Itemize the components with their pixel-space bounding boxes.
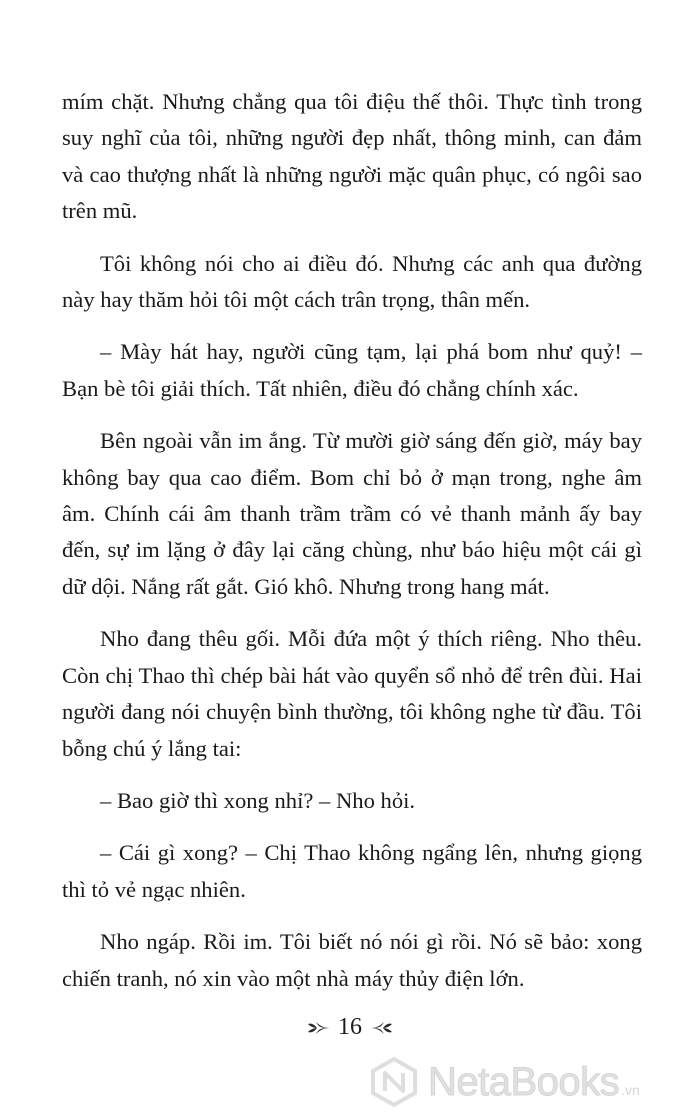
body-text	[62, 84, 642, 1013]
leaf-ornament-icon	[368, 1019, 394, 1037]
paragraph: – Mày hát hay, người cũng tạm, lại phá bom như quỷ! – Bạn bè tôi giải thích. Tất nhiên, điều đó chẳng chính xác.	[62, 339, 642, 401]
page-number: 16	[338, 1014, 362, 1040]
paragraph: Bên ngoài vẫn im ắng. Từ mười giờ sáng đến giờ, máy bay không bay qua cao điểm. Bom chỉ bỏ ở mạn trong, nghe âm âm. Chính cái âm thanh trầm trầm có vẻ thanh mảnh ấy bay đến, sự im lặng ở đây lại căng chùng, như báo hiệu một cái gì dữ dội. Nắng rất gắt. Gió khô. Nhưng trong hang mát.	[62, 428, 642, 599]
leaf-ornament-icon	[306, 1019, 332, 1037]
paragraph: mím chặt. Nhưng chẳng qua tôi điệu thế thôi. Thực tình trong suy nghĩ của tôi, những người đẹp nhất, thông minh, can đảm và cao thượng nhất là những người mặc quân phục, có ngôi sao trên mũ.	[62, 89, 642, 224]
page-footer	[0, 1014, 700, 1054]
paragraph: Tôi không nói cho ai điều đó. Nhưng các anh qua đường này hay thăm hỏi tôi một cách trân trọng, thân mến.	[62, 250, 642, 313]
page-number-group	[306, 1014, 394, 1041]
paragraph: Nho đang thêu gối. Mỗi đứa một ý thích riêng. Nho thêu. Còn chị Thao thì chép bài hát vào quyển sổ nhỏ để trên đùi. Hai người đang nói chuyện bình thường, tôi không nghe từ đầu. Tôi bỗng chú ý lắng tai:	[62, 626, 642, 761]
paragraph: – Cái gì xong? – Chị Thao không ngẩng lên, nhưng giọng thì tỏ vẻ ngạc nhiên.	[62, 840, 642, 902]
watermark-suffix: .vn	[621, 1082, 640, 1098]
netabooks-logo-icon	[368, 1056, 420, 1108]
paragraph: – Bao giờ thì xong nhỉ? – Nho hỏi.	[100, 787, 416, 813]
paragraph: Nho ngáp. Rồi im. Tôi biết nó nói gì rồi. Nó sẽ bảo: xong chiến tranh, nó xin vào một nhà máy thủy điện lớn.	[62, 929, 642, 991]
netabooks-watermark	[368, 1052, 700, 1112]
watermark-text: NetaBooks	[428, 1059, 620, 1104]
